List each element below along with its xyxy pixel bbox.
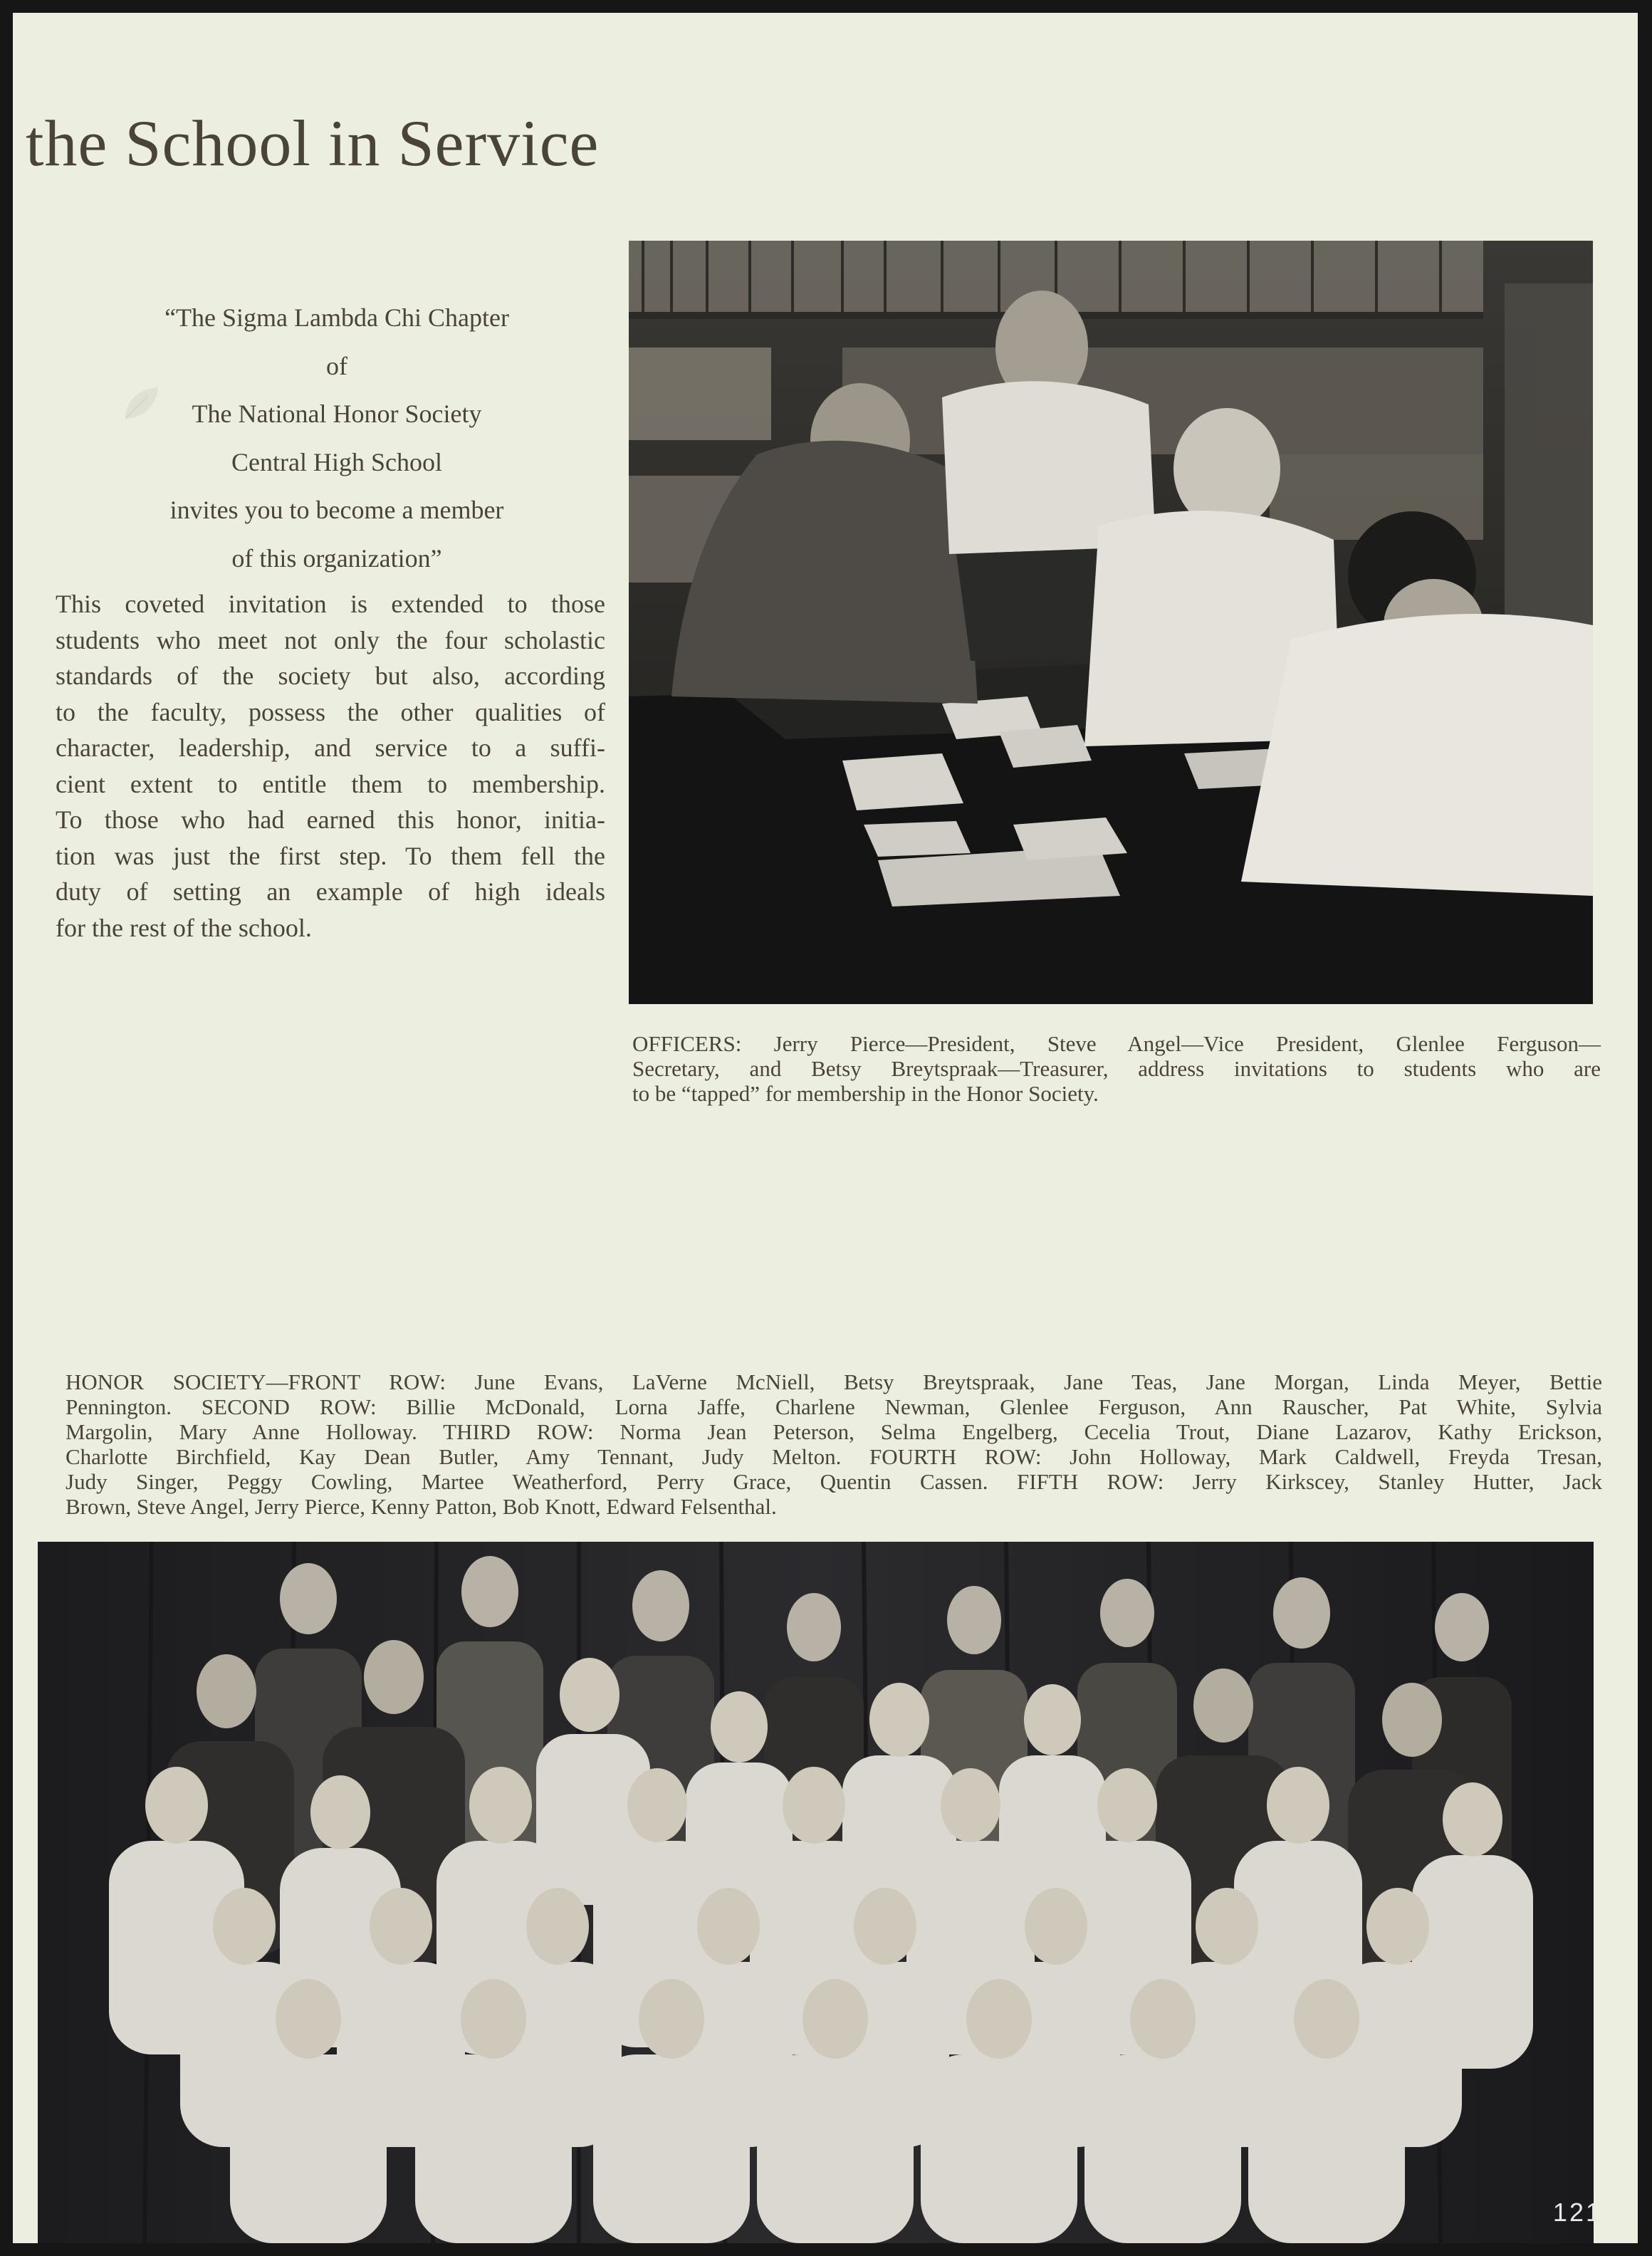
roster-line: HONOR SOCIETY—FRONT ROW: June Evans, LaVerne McNiell, Betsy Breytspraak, Jane Teas, Jane Morgan, Linda Meyer, Bettie	[66, 1369, 1602, 1394]
body-line: tion was just the first step. To them fell the	[56, 841, 605, 870]
body-line: character, leadership, and service to a suffi-	[56, 733, 605, 762]
officers-photo	[629, 241, 1593, 1004]
body-line: To those who had earned this honor, initia-	[56, 805, 605, 834]
group-photo-image	[38, 1542, 1594, 2243]
invitation-line: Central High School	[231, 447, 442, 476]
invitation-line: “The Sigma Lambda Chi Chapter	[164, 303, 509, 332]
body-line: for the rest of the school.	[56, 913, 312, 942]
yearbook-page	[13, 13, 1638, 2243]
invitation-line: of	[326, 351, 347, 380]
body-line: duty of setting an example of high ideals	[56, 877, 605, 906]
caption-line: Secretary, and Betsy Breytspraak—Treasurer, address invitations to students who are	[632, 1056, 1601, 1081]
invitation-line: of this organization”	[231, 543, 442, 573]
body-line: This coveted invitation is extended to those	[56, 590, 605, 618]
invitation-quote	[113, 294, 561, 583]
invitation-line: The National Honor Society	[192, 400, 482, 428]
caption-line: OFFICERS: Jerry Pierce—President, Steve Angel—Vice President, Glenlee Ferguson—	[632, 1031, 1601, 1056]
roster-line: Charlotte Birchfield, Kay Dean Butler, Amy Tennant, Judy Melton. FOURTH ROW: John Holloway, Mark Caldwell, Freyda Tresan,	[66, 1444, 1602, 1469]
roster-line: Judy Singer, Peggy Cowling, Martee Weatherford, Perry Grace, Quentin Cassen. FIFTH ROW: Jerry Kirkscey, Stanley Hutter, Jack	[66, 1469, 1602, 1494]
officers-caption	[632, 1031, 1601, 1106]
officers-photo-image	[629, 241, 1593, 1004]
roster-line: Pennington. SECOND ROW: Billie McDonald, Lorna Jaffe, Charlene Newman, Glenlee Ferguson, Ann Rauscher, Pat White, Sylvia	[66, 1394, 1602, 1419]
roster-line: Brown, Steve Angel, Jerry Pierce, Kenny Patton, Bob Knott, Edward Felsenthal.	[66, 1494, 777, 1519]
page-title: the School in Service	[26, 107, 600, 179]
body-line: students who meet not only the four scholastic	[56, 625, 605, 654]
body-line: to the faculty, possess the other qualities of	[56, 697, 605, 726]
group-photo	[38, 1542, 1594, 2243]
honor-society-roster	[66, 1369, 1602, 1519]
roster-line: Margolin, Mary Anne Holloway. THIRD ROW: Norma Jean Peterson, Selma Engelberg, Cecelia Trout, Diane Lazarov, Kathy Erickson,	[66, 1419, 1602, 1444]
invitation-line: invites you to become a member	[169, 496, 504, 524]
caption-line: to be “tapped” for membership in the Honor Society.	[632, 1081, 1099, 1106]
body-line: cient extent to entitle them to membership.	[56, 769, 605, 798]
body-paragraph	[56, 586, 605, 946]
body-line: standards of the society but also, according	[56, 662, 605, 690]
page-number: 121	[1552, 2198, 1602, 2227]
